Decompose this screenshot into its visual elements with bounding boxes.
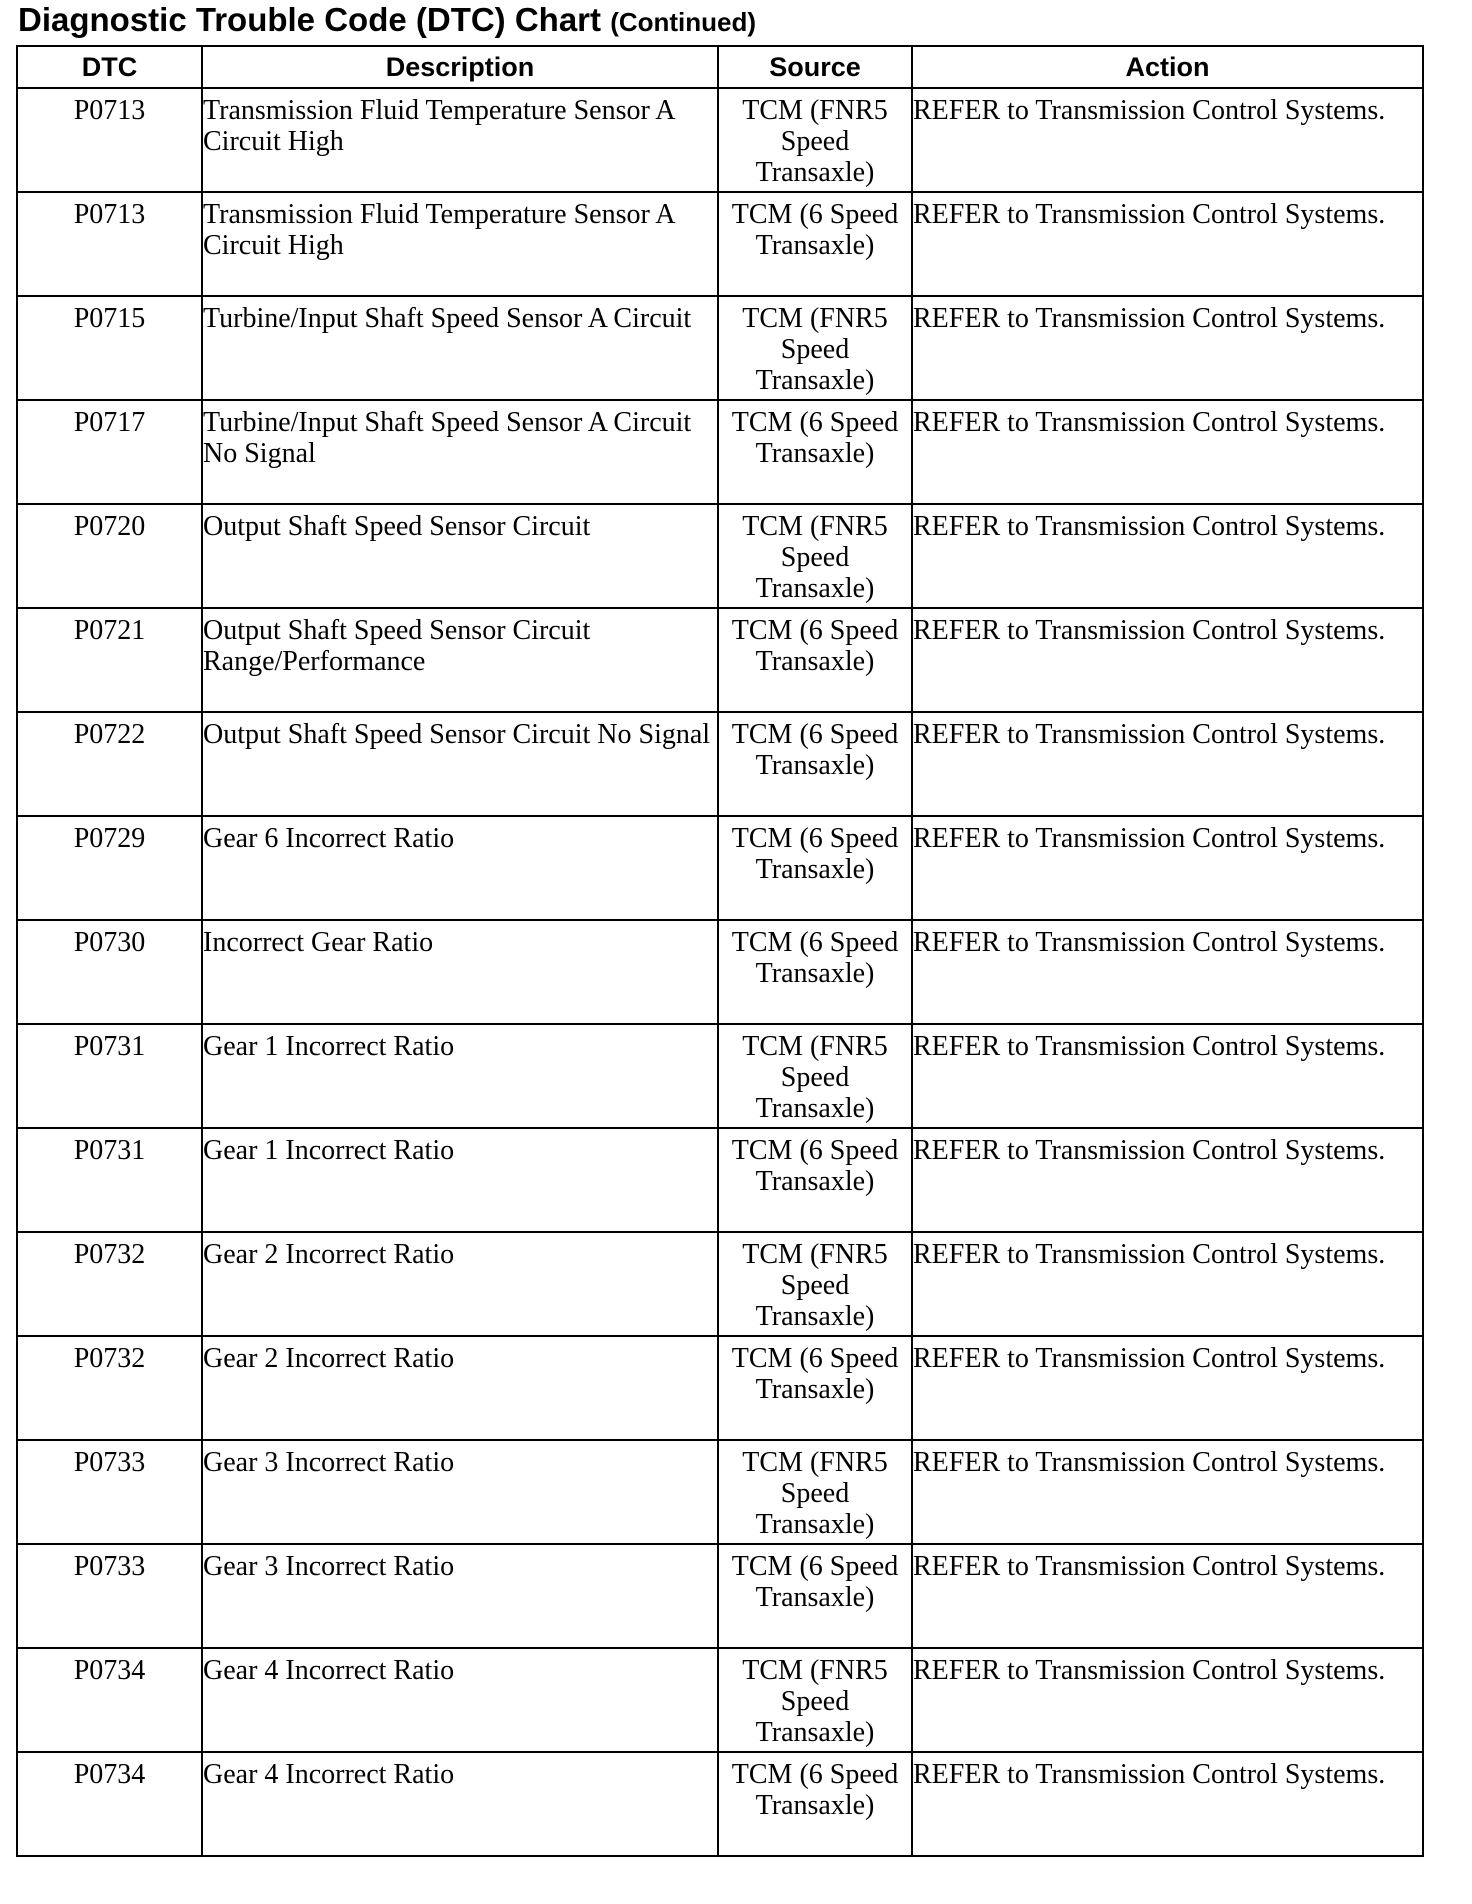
source-cell: TCM (6 Speed Transaxle) <box>718 920 912 1024</box>
column-header-source: Source <box>718 46 912 88</box>
table-row <box>17 1232 1423 1336</box>
table-row <box>17 816 1423 920</box>
table-row <box>17 88 1423 192</box>
table-row <box>17 1128 1423 1232</box>
column-header-action: Action <box>912 46 1423 88</box>
action-cell: REFER to Transmission Control Systems. <box>912 608 1423 712</box>
description-cell: Output Shaft Speed Sensor Circuit No Signal <box>202 712 718 816</box>
description-cell: Gear 3 Incorrect Ratio <box>202 1440 718 1544</box>
dtc-cell: P0722 <box>17 712 202 816</box>
description-cell: Gear 1 Incorrect Ratio <box>202 1128 718 1232</box>
dtc-cell: P0734 <box>17 1752 202 1856</box>
description-cell: Gear 3 Incorrect Ratio <box>202 1544 718 1648</box>
action-cell: REFER to Transmission Control Systems. <box>912 1336 1423 1440</box>
table-row <box>17 296 1423 400</box>
dtc-cell: P0732 <box>17 1232 202 1336</box>
dtc-cell: P0730 <box>17 920 202 1024</box>
description-cell: Gear 6 Incorrect Ratio <box>202 816 718 920</box>
description-cell: Turbine/Input Shaft Speed Sensor A Circuit No Signal <box>202 400 718 504</box>
table-row <box>17 1544 1423 1648</box>
column-header-dtc: DTC <box>17 46 202 88</box>
dtc-cell: P0721 <box>17 608 202 712</box>
action-cell: REFER to Transmission Control Systems. <box>912 1232 1423 1336</box>
source-cell: TCM (FNR5 Speed Transaxle) <box>718 88 912 192</box>
source-cell: TCM (FNR5 Speed Transaxle) <box>718 1232 912 1336</box>
description-cell: Gear 2 Incorrect Ratio <box>202 1232 718 1336</box>
description-cell: Gear 1 Incorrect Ratio <box>202 1024 718 1128</box>
source-cell: TCM (6 Speed Transaxle) <box>718 1128 912 1232</box>
action-cell: REFER to Transmission Control Systems. <box>912 1024 1423 1128</box>
table-row <box>17 1024 1423 1128</box>
table-row <box>17 1336 1423 1440</box>
action-cell: REFER to Transmission Control Systems. <box>912 296 1423 400</box>
dtc-cell: P0733 <box>17 1544 202 1648</box>
source-cell: TCM (6 Speed Transaxle) <box>718 816 912 920</box>
dtc-cell: P0732 <box>17 1336 202 1440</box>
table-header-row <box>17 46 1423 88</box>
dtc-cell: P0731 <box>17 1024 202 1128</box>
action-cell: REFER to Transmission Control Systems. <box>912 1752 1423 1856</box>
dtc-table-body <box>17 88 1423 1856</box>
source-cell: TCM (6 Speed Transaxle) <box>718 1336 912 1440</box>
table-row <box>17 1440 1423 1544</box>
description-cell: Incorrect Gear Ratio <box>202 920 718 1024</box>
action-cell: REFER to Transmission Control Systems. <box>912 88 1423 192</box>
table-row <box>17 608 1423 712</box>
dtc-cell: P0731 <box>17 1128 202 1232</box>
action-cell: REFER to Transmission Control Systems. <box>912 192 1423 296</box>
table-row <box>17 712 1423 816</box>
dtc-cell: P0713 <box>17 192 202 296</box>
column-header-description: Description <box>202 46 718 88</box>
table-row <box>17 192 1423 296</box>
action-cell: REFER to Transmission Control Systems. <box>912 712 1423 816</box>
dtc-cell: P0734 <box>17 1648 202 1752</box>
dtc-cell: P0733 <box>17 1440 202 1544</box>
source-cell: TCM (6 Speed Transaxle) <box>718 1752 912 1856</box>
description-cell: Output Shaft Speed Sensor Circuit Range/Performance <box>202 608 718 712</box>
description-cell: Transmission Fluid Temperature Sensor A Circuit High <box>202 192 718 296</box>
source-cell: TCM (FNR5 Speed Transaxle) <box>718 1648 912 1752</box>
table-row <box>17 920 1423 1024</box>
action-cell: REFER to Transmission Control Systems. <box>912 504 1423 608</box>
description-cell: Gear 4 Incorrect Ratio <box>202 1648 718 1752</box>
source-cell: TCM (FNR5 Speed Transaxle) <box>718 1024 912 1128</box>
source-cell: TCM (6 Speed Transaxle) <box>718 192 912 296</box>
dtc-cell: P0720 <box>17 504 202 608</box>
source-cell: TCM (6 Speed Transaxle) <box>718 1544 912 1648</box>
action-cell: REFER to Transmission Control Systems. <box>912 1128 1423 1232</box>
action-cell: REFER to Transmission Control Systems. <box>912 816 1423 920</box>
dtc-cell: P0713 <box>17 88 202 192</box>
action-cell: REFER to Transmission Control Systems. <box>912 920 1423 1024</box>
description-cell: Transmission Fluid Temperature Sensor A Circuit High <box>202 88 718 192</box>
dtc-cell: P0717 <box>17 400 202 504</box>
source-cell: TCM (FNR5 Speed Transaxle) <box>718 1440 912 1544</box>
action-cell: REFER to Transmission Control Systems. <box>912 1440 1423 1544</box>
action-cell: REFER to Transmission Control Systems. <box>912 400 1423 504</box>
description-cell: Gear 2 Incorrect Ratio <box>202 1336 718 1440</box>
description-cell: Turbine/Input Shaft Speed Sensor A Circuit <box>202 296 718 400</box>
table-row <box>17 1752 1423 1856</box>
source-cell: TCM (6 Speed Transaxle) <box>718 608 912 712</box>
source-cell: TCM (6 Speed Transaxle) <box>718 400 912 504</box>
description-cell: Gear 4 Incorrect Ratio <box>202 1752 718 1856</box>
dtc-cell: P0715 <box>17 296 202 400</box>
table-row <box>17 1648 1423 1752</box>
source-cell: TCM (FNR5 Speed Transaxle) <box>718 504 912 608</box>
description-cell: Output Shaft Speed Sensor Circuit <box>202 504 718 608</box>
title-text: Diagnostic Trouble Code (DTC) Chart <box>18 1 602 38</box>
source-cell: TCM (6 Speed Transaxle) <box>718 712 912 816</box>
dtc-cell: P0729 <box>17 816 202 920</box>
action-cell: REFER to Transmission Control Systems. <box>912 1648 1423 1752</box>
source-cell: TCM (FNR5 Speed Transaxle) <box>718 296 912 400</box>
page-title <box>18 0 756 42</box>
dtc-table <box>16 45 1424 1857</box>
title-suffix: (Continued) <box>610 7 757 37</box>
table-row <box>17 504 1423 608</box>
action-cell: REFER to Transmission Control Systems. <box>912 1544 1423 1648</box>
table-row <box>17 400 1423 504</box>
